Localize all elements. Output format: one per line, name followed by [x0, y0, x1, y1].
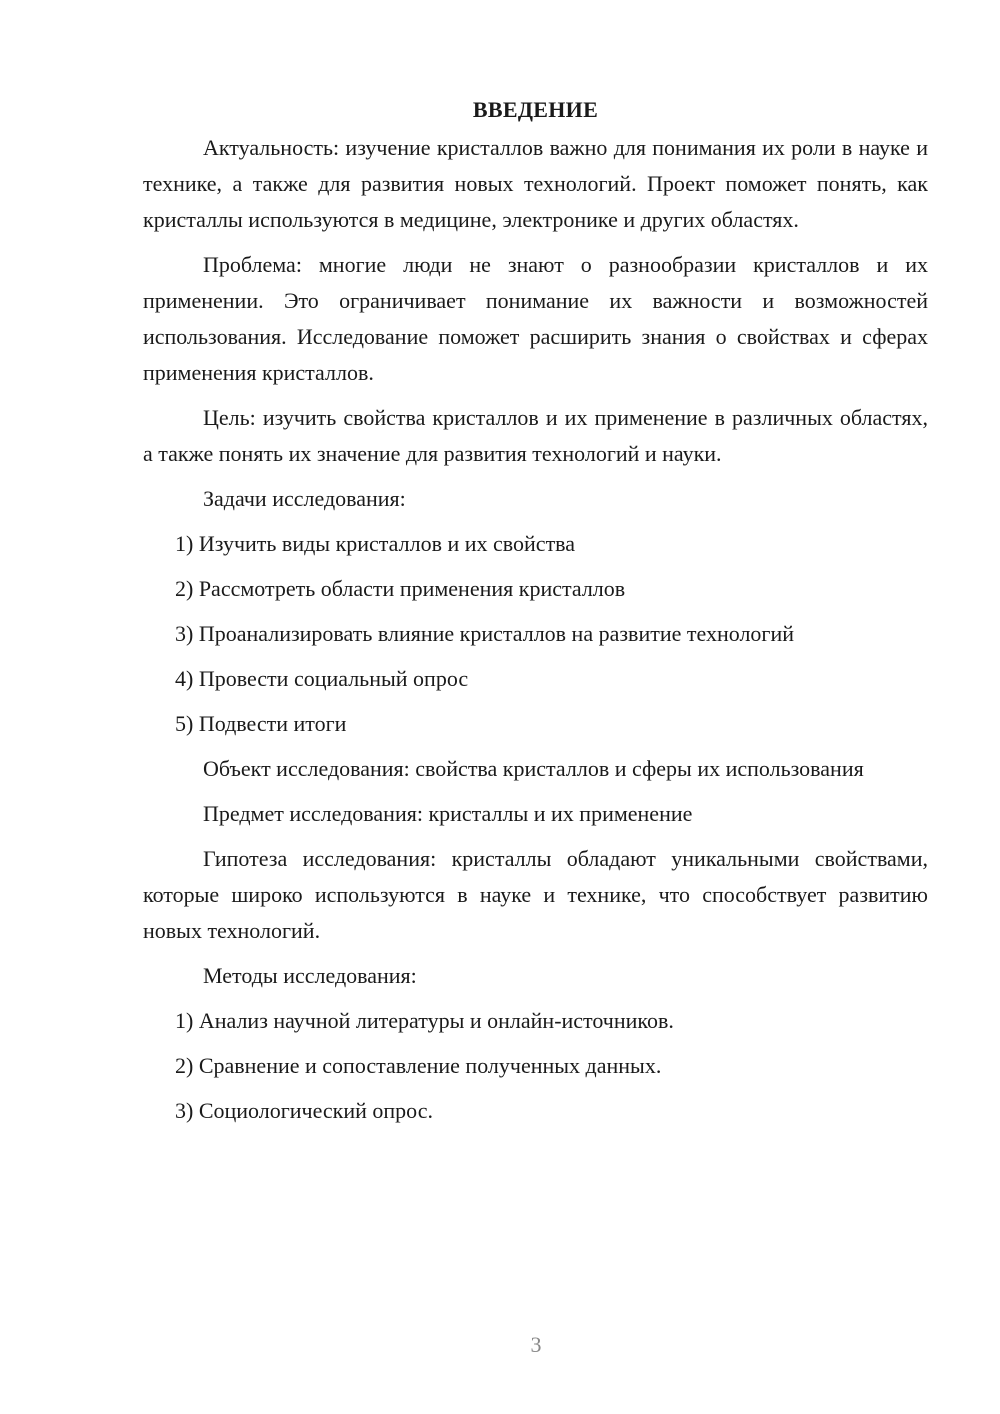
page-number: 3	[530, 1332, 542, 1357]
problem-paragraph: Проблема: многие люди не знают о разнообразии кристаллов и их применении. Это ограничивает понимание их важности и возможностей использования. Исследование поможет расширить знания о свойствах и сферах применения кристаллов.	[143, 252, 928, 385]
list-item: 3) Проанализировать влияние кристаллов на развитие технологий	[175, 621, 794, 646]
list-item: 2) Сравнение и сопоставление полученных данных.	[175, 1053, 662, 1078]
hypothesis-paragraph: Гипотеза исследования: кристаллы обладают уникальными свойствами, которые широко используются в науке и технике, что способствует развитию новых технологий.	[143, 846, 928, 943]
relevance-paragraph: Актуальность: изучение кристаллов важно для понимания их роли в науке и технике, а также для развития новых технологий. Проект поможет понять, как кристаллы используются в медицине, электронике и других областях.	[143, 135, 928, 232]
object-paragraph: Объект исследования: свойства кристаллов и сферы их использования	[203, 756, 864, 781]
list-item: 2) Рассмотреть области применения кристаллов	[175, 576, 626, 601]
methods-list	[143, 1003, 928, 1129]
goal-paragraph: Цель: изучить свойства кристаллов и их применение в различных областях, а также понять их значение для развития технологий и науки.	[143, 405, 928, 466]
list-item: 5) Подвести итоги	[175, 711, 347, 736]
section-title: ВВЕДЕНИЕ	[472, 97, 599, 122]
list-item: 3) Социологический опрос.	[175, 1098, 433, 1123]
list-item: 1) Анализ научной литературы и онлайн-источников.	[175, 1008, 674, 1033]
methods-heading: Методы исследования:	[203, 963, 417, 988]
tasks-list	[143, 526, 928, 742]
subject-paragraph: Предмет исследования: кристаллы и их применение	[203, 801, 693, 826]
tasks-heading: Задачи исследования:	[203, 486, 406, 511]
document-page	[143, 92, 928, 1138]
list-item: 4) Провести социальный опрос	[175, 666, 469, 691]
list-item: 1) Изучить виды кристаллов и их свойства	[175, 531, 576, 556]
